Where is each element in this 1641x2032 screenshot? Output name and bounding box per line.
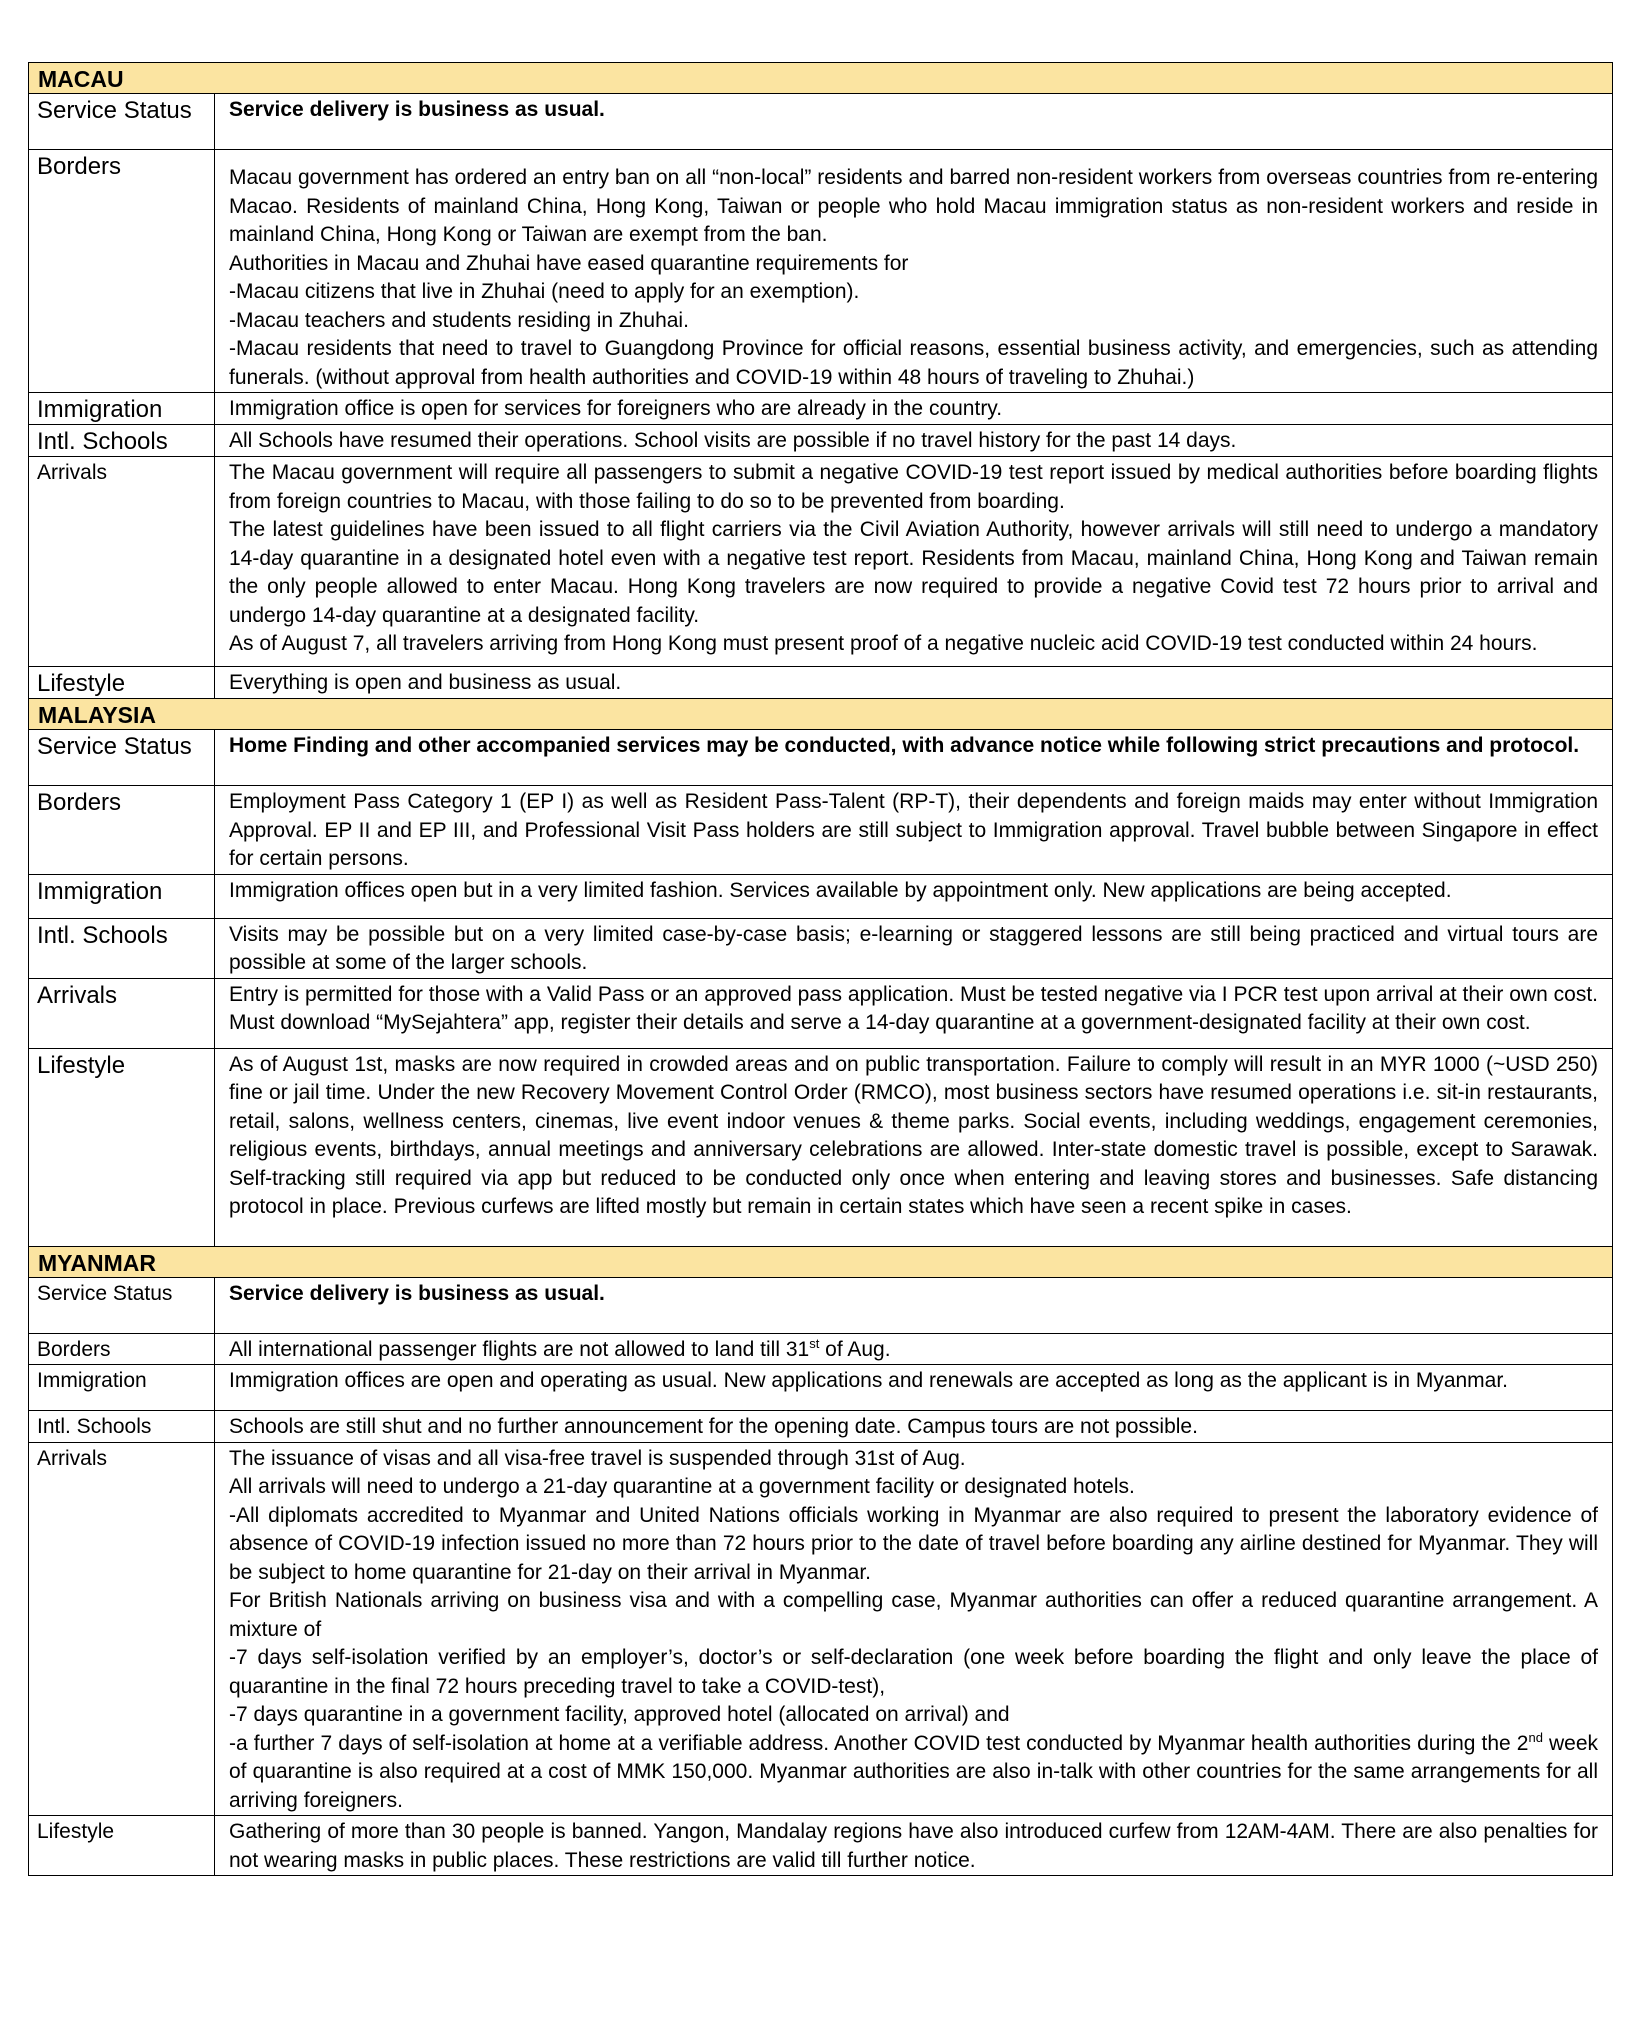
row-label: Borders bbox=[29, 1333, 215, 1365]
row-label: Service Status bbox=[29, 730, 215, 786]
row-label: Intl. Schools bbox=[29, 425, 215, 457]
row-value bbox=[215, 667, 1613, 699]
table-row-myanmar-intl-schools bbox=[29, 1411, 1613, 1443]
paragraph: Immigration offices are open and operating as usual. New applications and renewals are accepted as long as the applicant is in Myanmar. bbox=[229, 1369, 1509, 1392]
paragraph: The issuance of visas and all visa-free travel is suspended through 31st of Aug. bbox=[229, 1446, 966, 1470]
table-row-macau-borders bbox=[29, 150, 1613, 393]
table-row-malaysia-service-status bbox=[29, 730, 1613, 786]
row-label: Immigration bbox=[29, 874, 215, 918]
table-row-myanmar-service-status bbox=[29, 1277, 1613, 1333]
row-label: Lifestyle bbox=[29, 1816, 215, 1876]
paragraph: For British Nationals arriving on business visa and with a compelling case, Myanmar authorities can offer a reduced quarantine arrangement. A mixture of bbox=[229, 1589, 1599, 1641]
paragraph: -Macau citizens that live in Zhuhai (need to apply for an exemption). bbox=[229, 280, 860, 303]
row-value bbox=[215, 94, 1613, 150]
row-value bbox=[215, 1442, 1613, 1816]
paragraph: Everything is open and business as usual. bbox=[229, 671, 622, 694]
superscript: nd bbox=[1528, 1729, 1543, 1745]
row-value bbox=[215, 1277, 1613, 1333]
table-row-malaysia-lifestyle bbox=[29, 1048, 1613, 1246]
paragraph: The Macau government will require all passengers to submit a negative COVID-19 test report issued by medical authorities before boarding flights from foreign countries to Macau, with those failing to do so to be prevented from boarding. bbox=[229, 461, 1599, 513]
row-value bbox=[215, 874, 1613, 918]
row-label: Service Status bbox=[29, 1277, 215, 1333]
paragraph: Immigration offices open but in a very limited fashion. Services available by appointment only. New applications are being accepted. bbox=[229, 878, 1452, 902]
paragraph: -7 days quarantine in a government facility, approved hotel (allocated on arrival) and bbox=[229, 1703, 1010, 1726]
paragraph: The latest guidelines have been issued to all flight carriers via the Civil Aviation Authority, however arrivals will still need to undergo a mandatory 14-day quarantine in a designated hotel even with a negative test report. Residents from Macau, mainland China, Hong Kong and Taiwan remain the only people allowed to enter Macau. Hong Kong travelers are now required to provide a negative Covid test 72 hours prior to arrival and undergo 14-day quarantine at a designated facility. bbox=[229, 518, 1599, 627]
row-value bbox=[215, 730, 1613, 786]
row-label: Borders bbox=[29, 786, 215, 875]
country-name: MYANMAR bbox=[29, 1246, 1613, 1277]
paragraph: As of August 7, all travelers arriving from Hong Kong must present proof of a negative nucleic acid COVID-19 test conducted within 24 hours. bbox=[229, 632, 1538, 655]
row-label: Arrivals bbox=[29, 1442, 215, 1816]
row-label: Immigration bbox=[29, 393, 215, 425]
country-name: MALAYSIA bbox=[29, 699, 1613, 730]
row-value bbox=[215, 978, 1613, 1048]
paragraph: Visits may be possible but on a very limited case-by-case basis; e-learning or staggered lessons are still being practiced and virtual tours are possible at some of the larger schools. bbox=[229, 922, 1599, 974]
paragraph: Schools are still shut and no further announcement for the opening date. Campus tours are not possible. bbox=[229, 1415, 1198, 1438]
row-value bbox=[215, 918, 1613, 978]
table-row-myanmar-immigration bbox=[29, 1365, 1613, 1411]
country-status-table bbox=[28, 62, 1613, 1876]
row-label: Lifestyle bbox=[29, 667, 215, 699]
row-value bbox=[215, 457, 1613, 667]
paragraph: -All diplomats accredited to Myanmar and United Nations officials working in Myanmar are also required to present the laboratory evidence of absence of COVID-19 infection issued no more than 72 hours prior to the date of travel before boarding any airline destined for Myanmar. They will be subject to home quarantine for 21-day on their arrival in Myanmar. bbox=[229, 1503, 1599, 1584]
table-row-macau-lifestyle bbox=[29, 667, 1613, 699]
row-label: Intl. Schools bbox=[29, 918, 215, 978]
paragraph: Authorities in Macau and Zhuhai have eased quarantine requirements for bbox=[229, 251, 909, 275]
paragraph: Macau government has ordered an entry ban on all “non-local” residents and barred non-resident workers from overseas countries from re-entering Macao. Residents of mainland China, Hong Kong, Taiwan or people who hold Macau immigration status as non-resident workers and reside in mainland China, Hong Kong or Taiwan are exempt from the ban. bbox=[229, 166, 1599, 246]
row-value bbox=[215, 1048, 1613, 1246]
table-row-macau-intl-schools bbox=[29, 425, 1613, 457]
country-name: MACAU bbox=[29, 63, 1613, 94]
paragraph: Immigration office is open for services for foreigners who are already in the country. bbox=[229, 397, 1003, 420]
row-value bbox=[215, 786, 1613, 875]
paragraph: Gathering of more than 30 people is banned. Yangon, Mandalay regions have also introduced curfew from 12AM-4AM. There are also penalties for not wearing masks in public places. These restrictions are valid till further notice. bbox=[229, 1820, 1599, 1872]
row-value bbox=[215, 1333, 1613, 1365]
paragraph: Service delivery is business as usual. bbox=[229, 1281, 605, 1305]
paragraph: Entry is permitted for those with a Valid Pass or an approved pass application. Must be tested negative via I PCR test upon arrival at their own cost. Must download “MySejahtera” app, register their details and serve a 14-day quarantine at a government-designated facility at their own cost. bbox=[229, 982, 1599, 1034]
paragraph: All Schools have resumed their operations. School visits are possible if no travel history for the past 14 days. bbox=[229, 429, 1237, 452]
row-label: Lifestyle bbox=[29, 1048, 215, 1246]
table-row-myanmar-borders bbox=[29, 1333, 1613, 1365]
paragraph: -Macau teachers and students residing in Zhuhai. bbox=[229, 308, 689, 332]
row-label: Arrivals bbox=[29, 978, 215, 1048]
table-body bbox=[29, 63, 1613, 1876]
paragraph: Home Finding and other accompanied services may be conducted, with advance notice while following strict precautions and protocol. bbox=[229, 734, 1580, 757]
paragraph: All international passenger flights are not allowed to land till 31st of Aug. bbox=[229, 1335, 891, 1361]
table-row-malaysia-intl-schools bbox=[29, 918, 1613, 978]
table-row-malaysia-borders bbox=[29, 786, 1613, 875]
row-label: Borders bbox=[29, 150, 215, 393]
row-value bbox=[215, 150, 1613, 393]
row-value bbox=[215, 1411, 1613, 1443]
table-row-myanmar-arrivals bbox=[29, 1442, 1613, 1816]
paragraph: As of August 1st, masks are now required in crowded areas and on public transportation. Failure to comply will result in an MYR 1000 (~USD 250) fine or jail time. Under the new Recovery Movement Control Order (RMCO), most business sectors have resumed operations i.e. sit-in restaurants, retail, salons, wellness centers, cinemas, live event indoor venues & theme parks. Social events, including weddings, engagement ceremonies, religious events, birthdays, annual meetings and anniversary celebrations are allowed. Inter-state domestic travel is possible, except to Sarawak. Self-tracking still required via app but reduced to be conducted only once when entering and leaving stores and businesses. Safe distancing protocol in place. Previous curfews are lifted mostly but remain in certain states which have seen a recent spike in cases. bbox=[229, 1052, 1599, 1218]
paragraph: Employment Pass Category 1 (EP I) as well as Resident Pass-Talent (RP-T), their dependents and foreign maids may enter without Immigration Approval. EP II and EP III, and Professional Visit Pass holders are still subject to Immigration approval. Travel bubble between Singapore in effect for certain persons. bbox=[229, 790, 1599, 870]
row-value bbox=[215, 393, 1613, 425]
row-value bbox=[215, 425, 1613, 457]
paragraph: Service delivery is business as usual. bbox=[229, 98, 605, 121]
country-header-macau bbox=[29, 63, 1613, 94]
row-label: Intl. Schools bbox=[29, 1411, 215, 1443]
superscript: st bbox=[809, 1335, 820, 1351]
row-label: Service Status bbox=[29, 94, 215, 150]
row-label: Arrivals bbox=[29, 457, 215, 667]
row-value bbox=[215, 1365, 1613, 1411]
paragraph: -7 days self-isolation verified by an employer’s, doctor’s or self-declaration (one week before boarding the flight and only leave the place of quarantine in the final 72 hours preceding travel to take a COVID-test), bbox=[229, 1646, 1599, 1698]
table-row-macau-arrivals bbox=[29, 457, 1613, 667]
table-row-macau-immigration bbox=[29, 393, 1613, 425]
row-value bbox=[215, 1816, 1613, 1876]
paragraph: All arrivals will need to undergo a 21-day quarantine at a government facility or designated hotels. bbox=[229, 1475, 1135, 1498]
paragraph: -Macau residents that need to travel to Guangdong Province for official reasons, essential business activity, and emergencies, such as attending funerals. (without approval from health authorities and COVID-19 within 48 hours of traveling to Zhuhai.) bbox=[229, 337, 1599, 389]
table-row-myanmar-lifestyle bbox=[29, 1816, 1613, 1876]
country-header-myanmar bbox=[29, 1246, 1613, 1277]
table-row-malaysia-immigration bbox=[29, 874, 1613, 918]
paragraph: -a further 7 days of self-isolation at home at a verifiable address. Another COVID test conducted by Myanmar health authorities during the 2nd week of quarantine is also required at a cost of MMK 150,000. Myanmar authorities are also in-talk with other countries for the same arrangements for all arriving foreigners. bbox=[229, 1729, 1599, 1812]
table-row-malaysia-arrivals bbox=[29, 978, 1613, 1048]
row-label: Immigration bbox=[29, 1365, 215, 1411]
country-header-malaysia bbox=[29, 699, 1613, 730]
table-row-macau-service-status bbox=[29, 94, 1613, 150]
